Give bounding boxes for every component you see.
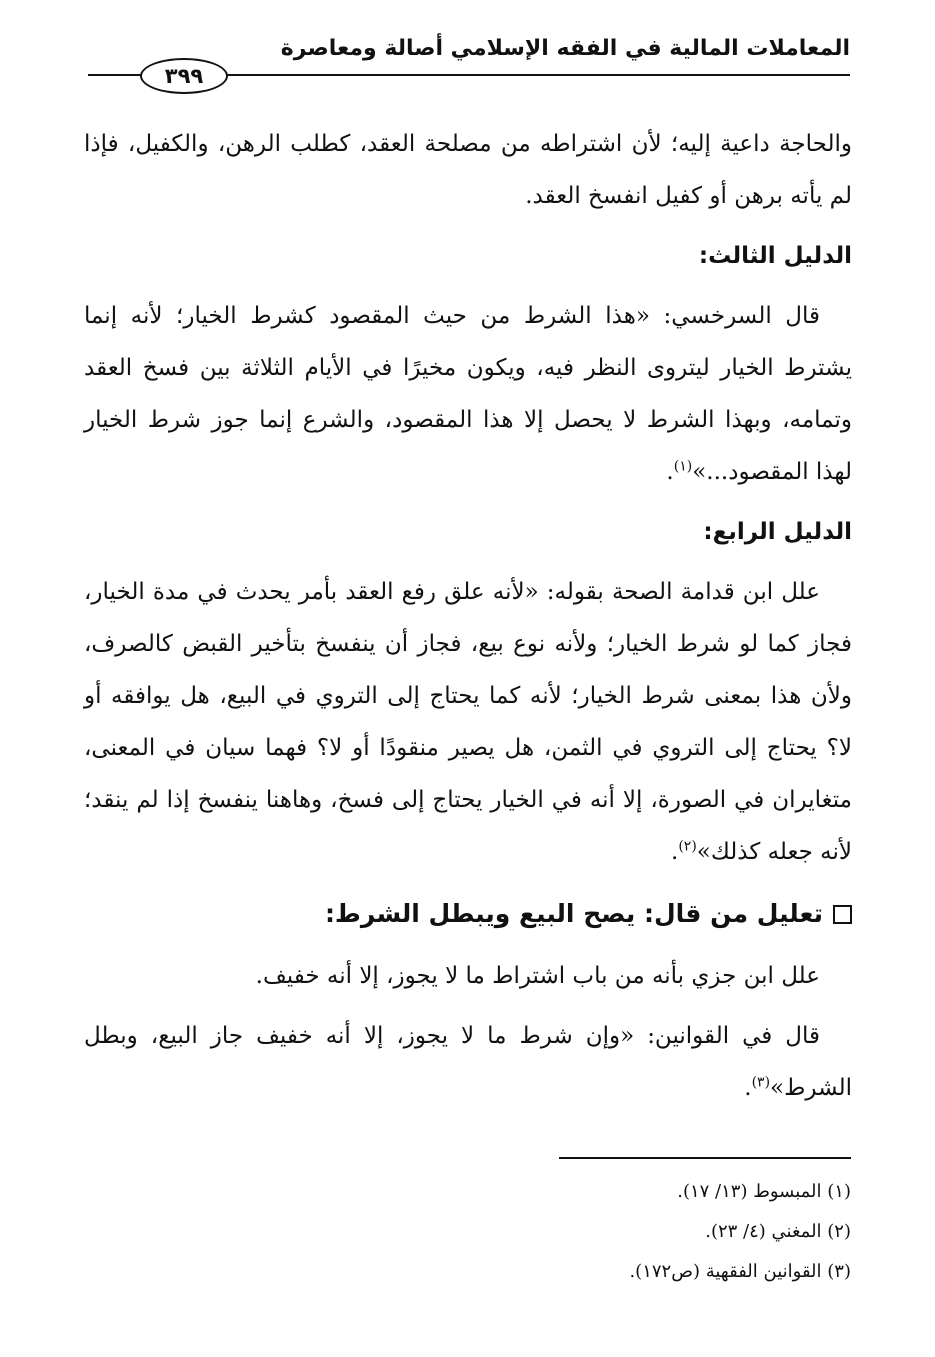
- page-body: [84, 118, 852, 1122]
- paragraph-5-text: قال في القوانين: «وإن شرط ما لا يجوز، إلا أنه خفيف جاز البيع، وبطل الشرط»: [84, 1023, 852, 1101]
- paragraph-1: [84, 118, 852, 222]
- paragraph-3-text: علل ابن قدامة الصحة بقوله: «لأنه علق رفع العقد بأمر يحدث في مدة الخيار، فجاز كما لو شرط الخيار؛ ولأنه نوع بيع، فجاز أن ينفسخ بتأخير القبض كالصرف، ولأن هذا بمعنى شرط الخيار؛ لأنه كما يحتاج إلى التروي في البيع، هل يوافقه أو لا؟ يحتاج إلى التروي في الثمن، هل يصير منقودًا أو لا؟ فهما سيان في المعنى، متغايران في الصورة، إلا أنه في الخيار يحتاج إلى فسخ، وهاهنا ينفسخ إذا لم ينقد؛ لأنه جعله كذلك»: [84, 579, 852, 865]
- paragraph-4-text: علل ابن جزي بأنه من باب اشتراط ما لا يجوز، إلا أنه خفيف.: [255, 963, 820, 989]
- section-heading-text: تعليل من قال: يصح البيع ويبطل الشرط:: [324, 899, 823, 928]
- paragraph-1-text: والحاجة داعية إليه؛ لأن اشتراطه من مصلحة العقد، كطلب الرهن، والكفيل، فإذا لم يأته برهن أو كفيل انفسخ العقد.: [84, 131, 852, 209]
- page-header: [88, 30, 850, 100]
- section-heading: [84, 888, 852, 940]
- footnote-ref-3: (٣): [751, 1074, 771, 1091]
- running-title: المعاملات المالية في الفقه الإسلامي أصالة ومعاصرة: [280, 36, 850, 61]
- footnote-rule: [559, 1157, 851, 1159]
- footnote-ref-2: (٢): [678, 838, 697, 855]
- heading-third-evidence: الدليل الثالث:: [698, 243, 852, 269]
- paragraph-4: [84, 950, 852, 1002]
- paragraph-5: قال في القوانين: «وإن شرط ما لا يجوز، إلا أنه خفيف جاز البيع، وبطل الشرط»$^{(٣)}$.: [84, 1023, 852, 1101]
- footnotes: [83, 1172, 851, 1292]
- paragraph-3: علل ابن قدامة الصحة بقوله: «لأنه علق رفع العقد بأمر يحدث في مدة الخيار، فجاز كما لو شرط الخيار؛ ولأنه نوع بيع، فجاز أن ينفسخ بتأخير القبض كالصرف، ولأن هذا بمعنى شرط الخيار؛ لأنه كما يحتاج إلى التروي في البيع، هل يوافقه أو لا؟ يحتاج إلى التروي في الثمن، هل يصير منقودًا أو لا؟ فهما سيان في المعنى، متغايران في الصورة، إلا أنه في الخيار يحتاج إلى فسخ، وهاهنا ينفسخ إذا لم ينقد؛ لأنه جعله كذلك»$^{(٢)}$.: [84, 579, 852, 865]
- heading-fourth-evidence: الدليل الرابع:: [703, 519, 852, 545]
- footnote-1: (١) المبسوط (١٣/ ١٧).: [677, 1181, 851, 1202]
- square-bullet-icon: [833, 905, 852, 924]
- footnote-2: (٢) المغني (٤/ ٢٣).: [705, 1221, 851, 1242]
- paragraph-2-text: قال السرخسي: «هذا الشرط من حيث المقصود كشرط الخيار؛ لأنه إنما يشترط الخيار ليتروى النظر فيه، ويكون مخيرًا في الأيام الثلاثة بين فسخ العقد وتمامه، وبهذا الشرط لا يحصل إلا هذا المقصود، والشرع إنما جوز شرط الخيار لهذا المقصود...»: [84, 303, 852, 485]
- page-number: ٣٩٩: [140, 58, 228, 94]
- paragraph-2: قال السرخسي: «هذا الشرط من حيث المقصود كشرط الخيار؛ لأنه إنما يشترط الخيار ليتروى النظر فيه، ويكون مخيرًا في الأيام الثلاثة بين فسخ العقد وتمامه، وبهذا الشرط لا يحصل إلا هذا المقصود، والشرع إنما جوز شرط الخيار لهذا المقصود...»$^{(١)}$.: [84, 303, 852, 485]
- footnote-3: (٣) القوانين الفقهية (ص١٧٢).: [629, 1261, 851, 1282]
- footnote-ref-1: (١): [673, 458, 693, 475]
